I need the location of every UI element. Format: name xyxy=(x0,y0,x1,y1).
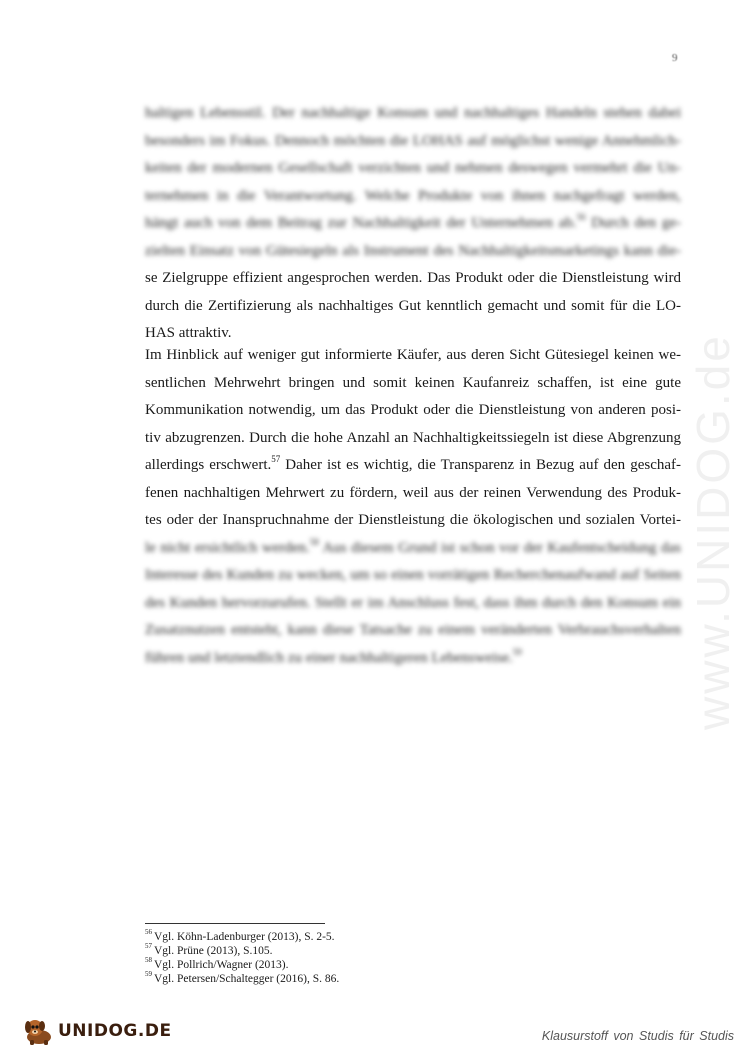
text-line: Interesse des Kunden zu wecken, um so einen vorrätigen Recherchenaufwand auf Seiten xyxy=(145,567,681,583)
tagline: Klausurstoff von Studis für Studis xyxy=(541,1029,734,1043)
unidog-logo[interactable] xyxy=(22,1016,172,1046)
text-line: HAS attraktiv. xyxy=(145,325,232,341)
text-line: Im Hinblick auf weniger gut informierte Käufer, aus deren Sicht Gütesiegel keinen we- xyxy=(145,347,681,363)
footnote-ref: 57 xyxy=(271,454,281,464)
text-line: tes oder der Inanspruchnahme der Dienstleistung die ökologischen und sozialen Vortei- xyxy=(145,512,681,528)
text-line: führen und letztendlich zu einer nachhaltigeren Lebensweise.$^{59}$ xyxy=(145,646,522,666)
watermark-text: www.UNIDOG.de xyxy=(687,333,739,730)
text-line: allerdings erschwert.$^{57}$ Daher ist es wichtig, die Transparenz in Bezug auf den geschaf- xyxy=(145,454,681,473)
footnote-divider xyxy=(145,923,325,924)
text-line: des Kunden hervorzurufen. Stellt er im Anschluss fest, dass ihm durch den Konsum ein xyxy=(145,594,681,611)
logo-text: UNIDOG.DE xyxy=(58,1021,172,1041)
footnote-ref: 58 xyxy=(309,536,319,547)
text-line: tiv abzugrenzen. Durch die hohe Anzahl an Nachhaltigkeitssiegeln ist diese Abgrenzung xyxy=(145,429,681,446)
text-line: sentlichen Mehrwehrt bringen und somit keinen Kaufanreiz schaffen, ist eine gute xyxy=(145,374,681,391)
dog-icon xyxy=(22,1016,56,1046)
text-line: Zusatznutzen entsteht, kann diese Tatsache zu einem veränderten Verbrauchsverhalten xyxy=(145,622,681,638)
text-line: keiten der modernen Gesellschaft verzichten und nehmen deswegen vermehrt die Un- xyxy=(145,160,681,176)
text-line: ternehmen in die Verantwortung. Welche Produkte von ihnen nachgefragt werden, xyxy=(145,187,681,204)
text-line: Kommunikation notwendig, um das Produkt oder die Dienstleistung von anderen posi- xyxy=(145,402,681,418)
text-line: hängt auch von dem Beitrag zur Nachhaltigkeit der Unternehmen ab.$^{56}$ Durch den ge- xyxy=(145,212,681,231)
text-line: le nicht ersichtlich werden.$^{58}$ Aus diesem Grund ist schon vor der Kaufentscheidung das xyxy=(145,536,682,556)
text-line: zielten Einsatz von Gütesiegeln als Instrument des Nachhaltigkeitsmarketings kann die- xyxy=(145,242,681,259)
footnote: $^{58}$ Vgl. Pollrich/Wagner (2013). xyxy=(145,956,289,971)
footnotes xyxy=(145,930,339,986)
footnote-ref: 56 xyxy=(576,212,586,222)
page-number: 9 xyxy=(672,52,678,64)
footnote: $^{59}$ Vgl. Petersen/Schaltegger (2016), S. 86. xyxy=(145,970,340,985)
text-line: se Zielgruppe effizient angesprochen werden. Das Produkt oder die Dienstleistung wird xyxy=(145,270,681,286)
footnote-ref: 59 xyxy=(512,646,522,657)
text-line: besonders im Fokus. Dennoch möchten die LOHAS auf möglichst wenige Annehmlich- xyxy=(145,132,681,149)
text-line: haltigen Lebensstil. Der nachhaltige Konsum und nachhaltiges Handeln stehen dabei xyxy=(145,105,681,121)
footnote: $^{56}$ Vgl. Köhn-Ladenburger (2013), S. 2-5. xyxy=(145,928,335,943)
paragraph-2 xyxy=(145,342,681,672)
footnote: $^{57}$ Vgl. Prüne (2013), S.105. xyxy=(145,942,273,957)
text-line: durch die Zertifizierung als nachhaltiges Gut kenntlich gemacht und somit für die LO- xyxy=(145,297,681,314)
paragraph-1 xyxy=(145,100,681,348)
text-line: fenen nachhaltigen Mehrwert zu fördern, weil aus der reinen Verwendung des Produk- xyxy=(145,484,681,501)
